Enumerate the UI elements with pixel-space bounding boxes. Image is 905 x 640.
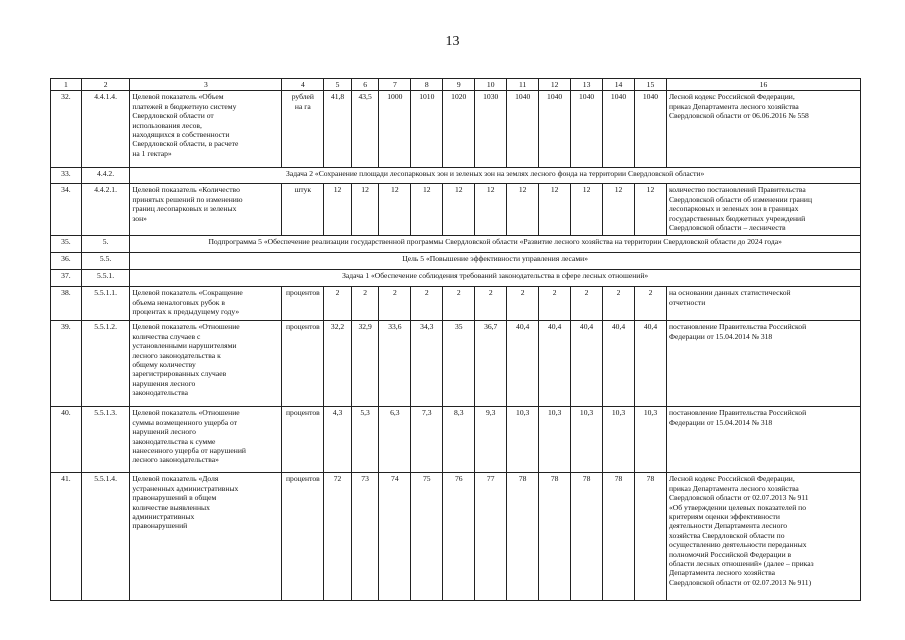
value-cell: 1040 xyxy=(635,91,667,168)
value-cell: 2 xyxy=(379,287,411,321)
value-cell: 1040 xyxy=(571,91,603,168)
row-number: 34. xyxy=(51,184,82,236)
source-cell: постановление Правительства Российской Федерации от 15.04.2014 № 318 xyxy=(666,321,860,407)
header-cell: 2 xyxy=(81,79,129,91)
row-number: 41. xyxy=(51,473,82,601)
value-cell: 8,3 xyxy=(443,407,475,473)
source-cell: Лесной кодекс Российской Федерации, приказ Департамента лесного хозяйства Свердловской области от 02.07.2013 № 911 «Об утверждении целевых показателей по критериям оценки эффективности деятельности Департамента лесного хозяйства Свердловской области по осуществлению деятельности переданных полномочий Российской Федерации в области лесных отношений» (далее – приказ Департамента лесного хозяйства Свердловской области от 02.07.2013 № 911) xyxy=(666,473,860,601)
row-code: 5.5.1. xyxy=(81,270,129,287)
indicators-table xyxy=(50,78,861,601)
value-cell: 40,4 xyxy=(507,321,539,407)
value-cell: 75 xyxy=(411,473,443,601)
header-cell: 11 xyxy=(507,79,539,91)
value-cell: 2 xyxy=(603,287,635,321)
value-cell: 9,3 xyxy=(475,407,507,473)
unit-cell: рублей на га xyxy=(282,91,324,168)
value-cell: 12 xyxy=(635,184,667,236)
row-number: 35. xyxy=(51,236,82,253)
row-number: 32. xyxy=(51,91,82,168)
value-cell: 12 xyxy=(603,184,635,236)
header-cell: 8 xyxy=(411,79,443,91)
header-cell: 12 xyxy=(539,79,571,91)
header-cell: 6 xyxy=(351,79,379,91)
value-cell: 2 xyxy=(539,287,571,321)
unit-cell: процентов xyxy=(282,287,324,321)
source-cell: на основании данных статистической отчетности xyxy=(666,287,860,321)
value-cell: 41,8 xyxy=(324,91,352,168)
table-row xyxy=(51,184,861,236)
table-row xyxy=(51,253,861,270)
value-cell: 10,3 xyxy=(539,407,571,473)
row-code: 4.4.1.4. xyxy=(81,91,129,168)
value-cell: 12 xyxy=(411,184,443,236)
header-cell: 10 xyxy=(475,79,507,91)
header-row xyxy=(51,79,861,91)
value-cell: 2 xyxy=(351,287,379,321)
value-cell: 12 xyxy=(507,184,539,236)
unit-cell: процентов xyxy=(282,473,324,601)
indicator-name: Целевой показатель «Объем платежей в бюджетную систему Свердловской области от использования лесов, находящихся в собственности Свердловской области, в расчете на 1 гектар» xyxy=(130,91,282,168)
indicator-name: Целевой показатель «Отношение количества случаев с установленными нарушителями лесного законодательства к общему количеству зарегистрированных случаев нарушения лесного законодательства xyxy=(130,321,282,407)
row-number: 36. xyxy=(51,253,82,270)
value-cell: 12 xyxy=(571,184,603,236)
table-row xyxy=(51,168,861,184)
value-cell: 77 xyxy=(475,473,507,601)
value-cell: 2 xyxy=(443,287,475,321)
value-cell: 2 xyxy=(571,287,603,321)
section-heading: Подпрограмма 5 «Обеспечение реализации государственной программы Свердловской области «Развитие лесного хозяйства на территории Свердловской области до 2024 года» xyxy=(130,236,861,253)
value-cell: 10,3 xyxy=(635,407,667,473)
header-cell: 1 xyxy=(51,79,82,91)
header-cell: 13 xyxy=(571,79,603,91)
value-cell: 78 xyxy=(571,473,603,601)
table-row xyxy=(51,91,861,168)
value-cell: 5,3 xyxy=(351,407,379,473)
table-row xyxy=(51,407,861,473)
indicator-name: Целевой показатель «Отношение суммы возмещенного ущерба от нарушений лесного законодательства к сумме нанесенного ущерба от нарушений лесного законодательства» xyxy=(130,407,282,473)
row-number: 38. xyxy=(51,287,82,321)
row-number: 37. xyxy=(51,270,82,287)
value-cell: 12 xyxy=(475,184,507,236)
value-cell: 1020 xyxy=(443,91,475,168)
header-cell: 3 xyxy=(130,79,282,91)
value-cell: 2 xyxy=(475,287,507,321)
header-cell: 16 xyxy=(666,79,860,91)
unit-cell: штук xyxy=(282,184,324,236)
source-cell: количество постановлений Правительства Свердловской области об изменении границ лесопарковых и зеленых зон в границах государственных бюджетных учреждений Свердловской области – лесничеств xyxy=(666,184,860,236)
table-row xyxy=(51,287,861,321)
value-cell: 40,4 xyxy=(603,321,635,407)
unit-cell: процентов xyxy=(282,321,324,407)
unit-cell: процентов xyxy=(282,407,324,473)
header-cell: 14 xyxy=(603,79,635,91)
header-cell: 15 xyxy=(635,79,667,91)
indicator-name: Целевой показатель «Доля устраненных административных правонарушений в общем количестве выявленных административных правонарушений xyxy=(130,473,282,601)
value-cell: 72 xyxy=(324,473,352,601)
value-cell: 4,3 xyxy=(324,407,352,473)
indicator-name: Целевой показатель «Количество принятых решений по изменению границ лесопарковых и зеленых зон» xyxy=(130,184,282,236)
value-cell: 2 xyxy=(324,287,352,321)
value-cell: 12 xyxy=(539,184,571,236)
value-cell: 6,3 xyxy=(379,407,411,473)
value-cell: 10,3 xyxy=(507,407,539,473)
table-row xyxy=(51,236,861,253)
row-code: 5.5. xyxy=(81,253,129,270)
source-cell: постановление Правительства Российской Федерации от 15.04.2014 № 318 xyxy=(666,407,860,473)
value-cell: 12 xyxy=(443,184,475,236)
header-cell: 5 xyxy=(324,79,352,91)
value-cell: 40,4 xyxy=(635,321,667,407)
value-cell: 12 xyxy=(351,184,379,236)
value-cell: 78 xyxy=(539,473,571,601)
row-code: 4.4.2. xyxy=(81,168,129,184)
table-row xyxy=(51,321,861,407)
value-cell: 32,2 xyxy=(324,321,352,407)
indicator-name: Целевой показатель «Сокращение объема неналоговых рубок в процентах к предыдущему году» xyxy=(130,287,282,321)
value-cell: 12 xyxy=(324,184,352,236)
value-cell: 1030 xyxy=(475,91,507,168)
value-cell: 76 xyxy=(443,473,475,601)
value-cell: 12 xyxy=(379,184,411,236)
header-cell: 7 xyxy=(379,79,411,91)
row-code: 5.5.1.4. xyxy=(81,473,129,601)
value-cell: 35 xyxy=(443,321,475,407)
row-code: 4.4.2.1. xyxy=(81,184,129,236)
value-cell: 36,7 xyxy=(475,321,507,407)
row-code: 5.5.1.1. xyxy=(81,287,129,321)
header-cell: 9 xyxy=(443,79,475,91)
value-cell: 2 xyxy=(507,287,539,321)
value-cell: 43,5 xyxy=(351,91,379,168)
section-heading: Задача 2 «Сохранение площади лесопарковых зон и зеленых зон на землях лесного фонда на территории Свердловской области» xyxy=(130,168,861,184)
value-cell: 74 xyxy=(379,473,411,601)
row-number: 40. xyxy=(51,407,82,473)
page-number: 13 xyxy=(445,34,460,49)
header-cell: 4 xyxy=(282,79,324,91)
value-cell: 78 xyxy=(507,473,539,601)
row-number: 39. xyxy=(51,321,82,407)
value-cell: 1000 xyxy=(379,91,411,168)
value-cell: 73 xyxy=(351,473,379,601)
section-heading: Цель 5 «Повышение эффективности управления лесами» xyxy=(130,253,861,270)
value-cell: 32,9 xyxy=(351,321,379,407)
value-cell: 10,3 xyxy=(603,407,635,473)
value-cell: 2 xyxy=(411,287,443,321)
section-heading: Задача 1 «Обеспечение соблюдения требований законодательства в сфере лесных отношений» xyxy=(130,270,861,287)
value-cell: 33,6 xyxy=(379,321,411,407)
value-cell: 1040 xyxy=(603,91,635,168)
value-cell: 1040 xyxy=(539,91,571,168)
value-cell: 10,3 xyxy=(571,407,603,473)
row-code: 5.5.1.2. xyxy=(81,321,129,407)
value-cell: 7,3 xyxy=(411,407,443,473)
value-cell: 34,3 xyxy=(411,321,443,407)
row-code: 5.5.1.3. xyxy=(81,407,129,473)
value-cell: 78 xyxy=(635,473,667,601)
value-cell: 78 xyxy=(603,473,635,601)
row-code: 5. xyxy=(81,236,129,253)
value-cell: 40,4 xyxy=(539,321,571,407)
source-cell: Лесной кодекс Российской Федерации, приказ Департамента лесного хозяйства Свердловской области от 06.06.2016 № 558 xyxy=(666,91,860,168)
value-cell: 40,4 xyxy=(571,321,603,407)
value-cell: 2 xyxy=(635,287,667,321)
value-cell: 1040 xyxy=(507,91,539,168)
row-number: 33. xyxy=(51,168,82,184)
table-row xyxy=(51,270,861,287)
table-row xyxy=(51,473,861,601)
value-cell: 1010 xyxy=(411,91,443,168)
